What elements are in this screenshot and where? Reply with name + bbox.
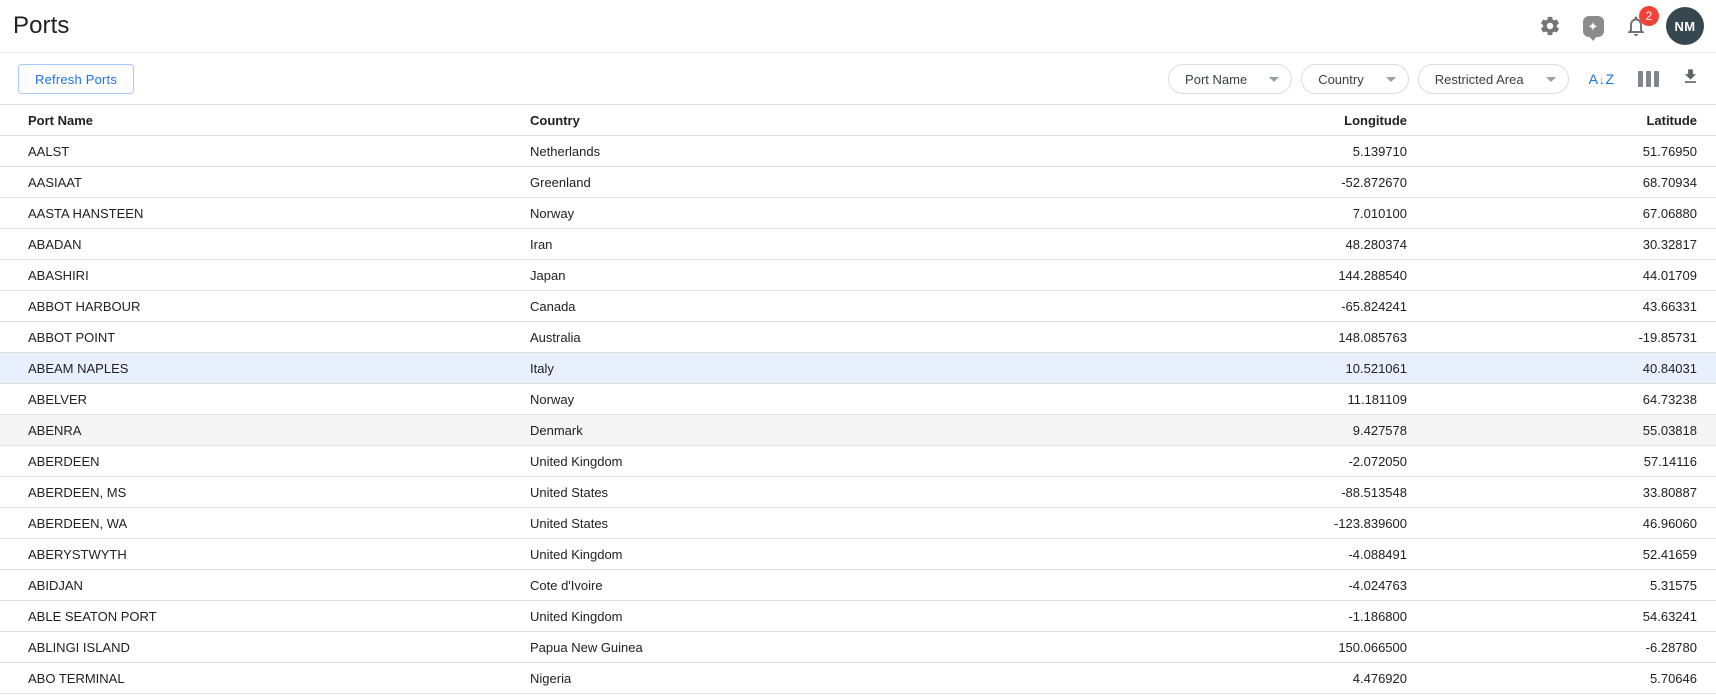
cell-port-name: ABERDEEN — [0, 446, 502, 477]
cell-longitude: -4.088491 — [907, 539, 1407, 570]
cell-longitude: 9.427578 — [907, 415, 1407, 446]
cell-longitude: 148.085763 — [907, 322, 1407, 353]
whats-new-button[interactable] — [1580, 13, 1606, 39]
table-row[interactable] — [0, 353, 1716, 384]
cell-latitude: 5.70646 — [1407, 663, 1716, 694]
cell-latitude: 64.73238 — [1407, 384, 1716, 415]
cell-latitude: 5.31575 — [1407, 570, 1716, 601]
cell-latitude: 43.66331 — [1407, 291, 1716, 322]
cell-latitude: 55.03818 — [1407, 415, 1716, 446]
cell-country: Iran — [502, 229, 907, 260]
table-row[interactable] — [0, 508, 1716, 539]
table-row[interactable] — [0, 322, 1716, 353]
cell-latitude: 30.32817 — [1407, 229, 1716, 260]
cell-country: Papua New Guinea — [502, 632, 907, 663]
filter-restricted-area[interactable] — [1418, 64, 1569, 94]
cell-country: Japan — [502, 260, 907, 291]
cell-longitude: 11.181109 — [907, 384, 1407, 415]
cell-port-name: ABLINGI ISLAND — [0, 632, 502, 663]
table-row[interactable] — [0, 446, 1716, 477]
cell-latitude: 33.80887 — [1407, 477, 1716, 508]
notification-badge: 2 — [1639, 6, 1659, 26]
cell-latitude: 54.63241 — [1407, 601, 1716, 632]
cell-port-name: ABERDEEN, MS — [0, 477, 502, 508]
cell-country: Norway — [502, 198, 907, 229]
ports-table — [0, 104, 1716, 694]
cell-latitude: -19.85731 — [1407, 322, 1716, 353]
cell-port-name: ABELVER — [0, 384, 502, 415]
download-button[interactable] — [1681, 67, 1700, 91]
table-row[interactable] — [0, 601, 1716, 632]
sparkle-glyph: ✦ — [1587, 18, 1599, 34]
cell-latitude: 51.76950 — [1407, 136, 1716, 167]
column-header-longitude[interactable]: Longitude — [907, 105, 1407, 136]
cell-country: Canada — [502, 291, 907, 322]
cell-port-name: ABASHIRI — [0, 260, 502, 291]
table-row[interactable] — [0, 291, 1716, 322]
cell-latitude: 46.96060 — [1407, 508, 1716, 539]
columns-button[interactable] — [1638, 71, 1659, 87]
cell-latitude: 68.70934 — [1407, 167, 1716, 198]
cell-longitude: -88.513548 — [907, 477, 1407, 508]
table-row[interactable] — [0, 663, 1716, 694]
cell-port-name: ABENRA — [0, 415, 502, 446]
cell-longitude: -4.024763 — [907, 570, 1407, 601]
cell-longitude: 4.476920 — [907, 663, 1407, 694]
table-row[interactable] — [0, 198, 1716, 229]
page-title: Ports — [13, 12, 70, 39]
table-header-row — [0, 105, 1716, 136]
ports-table-body — [0, 136, 1716, 694]
cell-port-name: ABO TERMINAL — [0, 663, 502, 694]
chevron-down-icon — [1386, 77, 1396, 82]
cell-longitude: 7.010100 — [907, 198, 1407, 229]
cell-port-name: ABERDEEN, WA — [0, 508, 502, 539]
cell-port-name: ABERYSTWYTH — [0, 539, 502, 570]
header-actions — [1537, 7, 1704, 45]
refresh-ports-button[interactable]: Refresh Ports — [18, 64, 134, 94]
cell-latitude: 52.41659 — [1407, 539, 1716, 570]
toolbar — [0, 53, 1716, 104]
table-row[interactable] — [0, 384, 1716, 415]
table-row[interactable] — [0, 477, 1716, 508]
table-row[interactable] — [0, 415, 1716, 446]
filter-port-name-label: Port Name — [1185, 71, 1248, 87]
cell-port-name: ABLE SEATON PORT — [0, 601, 502, 632]
cell-latitude: -6.28780 — [1407, 632, 1716, 663]
notifications-button[interactable] — [1623, 9, 1653, 39]
cell-country: Australia — [502, 322, 907, 353]
avatar[interactable]: NM — [1666, 7, 1704, 45]
filter-restricted-area-label: Restricted Area — [1434, 71, 1524, 87]
cell-longitude: 10.521061 — [907, 353, 1407, 384]
cell-country: Netherlands — [502, 136, 907, 167]
cell-port-name: AASTA HANSTEEN — [0, 198, 502, 229]
sparkle-bubble-icon — [1583, 16, 1604, 37]
table-row[interactable] — [0, 260, 1716, 291]
cell-port-name: AALST — [0, 136, 502, 167]
cell-country: Norway — [502, 384, 907, 415]
cell-longitude: 144.288540 — [907, 260, 1407, 291]
column-header-country[interactable]: Country — [502, 105, 907, 136]
filter-port-name[interactable] — [1168, 64, 1292, 94]
table-row[interactable] — [0, 136, 1716, 167]
columns-icon — [1638, 71, 1643, 87]
cell-country: Nigeria — [502, 663, 907, 694]
table-row[interactable] — [0, 167, 1716, 198]
filter-country-label: Country — [1318, 71, 1364, 87]
cell-latitude: 57.14116 — [1407, 446, 1716, 477]
cell-longitude: -52.872670 — [907, 167, 1407, 198]
cell-longitude: -1.186800 — [907, 601, 1407, 632]
cell-latitude: 67.06880 — [1407, 198, 1716, 229]
cell-port-name: AASIAAT — [0, 167, 502, 198]
cell-country: Denmark — [502, 415, 907, 446]
sort-alpha-icon: A ↓ Z — [1588, 71, 1614, 87]
app-header — [0, 0, 1716, 53]
cell-country: United Kingdom — [502, 446, 907, 477]
table-row[interactable] — [0, 632, 1716, 663]
cell-country: United Kingdom — [502, 601, 907, 632]
cell-longitude: -2.072050 — [907, 446, 1407, 477]
settings-button[interactable] — [1537, 13, 1563, 39]
cell-port-name: ABEAM NAPLES — [0, 353, 502, 384]
cell-longitude: -65.824241 — [907, 291, 1407, 322]
download-icon — [1681, 67, 1700, 91]
cell-country: United States — [502, 477, 907, 508]
cell-port-name: ABBOT HARBOUR — [0, 291, 502, 322]
cell-latitude: 40.84031 — [1407, 353, 1716, 384]
cell-country: United States — [502, 508, 907, 539]
cell-country: Cote d'Ivoire — [502, 570, 907, 601]
cell-country: Greenland — [502, 167, 907, 198]
gear-icon — [1539, 15, 1561, 37]
cell-longitude: 48.280374 — [907, 229, 1407, 260]
table-row[interactable] — [0, 539, 1716, 570]
cell-longitude: 5.139710 — [907, 136, 1407, 167]
chevron-down-icon — [1546, 77, 1556, 82]
cell-longitude: -123.839600 — [907, 508, 1407, 539]
cell-country: Italy — [502, 353, 907, 384]
cell-country: United Kingdom — [502, 539, 907, 570]
cell-latitude: 44.01709 — [1407, 260, 1716, 291]
cell-port-name: ABIDJAN — [0, 570, 502, 601]
table-row[interactable] — [0, 570, 1716, 601]
sort-alpha-button[interactable] — [1589, 72, 1614, 87]
column-header-latitude[interactable]: Latitude — [1407, 105, 1716, 136]
cell-port-name: ABBOT POINT — [0, 322, 502, 353]
cell-port-name: ABADAN — [0, 229, 502, 260]
column-header-port-name[interactable]: Port Name — [0, 105, 502, 136]
chevron-down-icon — [1269, 77, 1279, 82]
toolbar-right — [1159, 64, 1700, 94]
filter-country[interactable] — [1301, 64, 1409, 94]
cell-longitude: 150.066500 — [907, 632, 1407, 663]
table-row[interactable] — [0, 229, 1716, 260]
